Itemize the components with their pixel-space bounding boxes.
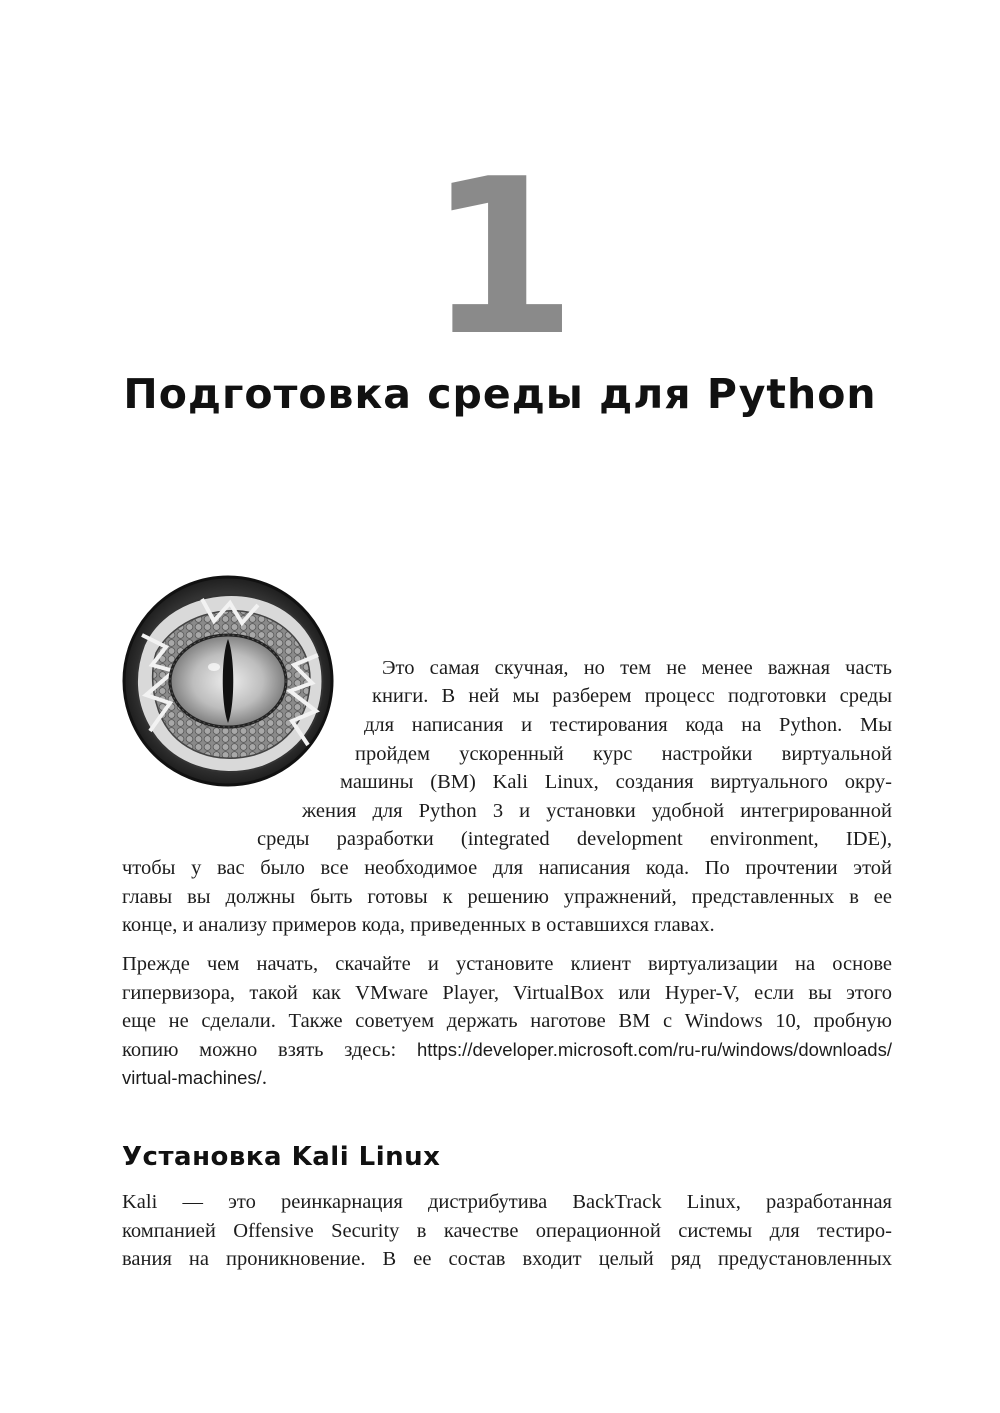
intro-line-5: машины (ВМ) Kali Linux, создания виртуального окру- [340,771,892,793]
p3-line-3: вания на проникновение. В ее состав входит целый ряд предустановленных [122,1248,892,1270]
intro-line-4: пройдем ускоренный курс настройки виртуальной [355,743,892,765]
intro-line-7: среды разработки (integrated development environment, IDE), [257,828,892,850]
intro-line-6: жения для Python 3 и установки удобной интегрированной [302,800,892,822]
p2-line-1: Прежде чем начать, скачайте и установите клиент виртуализации на основе [122,953,892,975]
p2-line-2: гипервизора, такой как VMware Player, VirtualBox или Hyper-V, если вы этого [122,981,892,1004]
p3-line-1: Kali — это реинкарнация дистрибутива BackTrack Linux, разработанная [122,1191,892,1213]
intro-line-1: Это самая скучная, но тем не менее важная часть [382,657,892,679]
p2-line-4 [122,1036,892,1065]
reptile-eye-icon [122,575,334,787]
windows-vm-link-continued[interactable]: virtual-machines/ [122,1067,262,1088]
chapter-number: 1 [427,132,573,383]
p2-line-5 [122,1064,892,1093]
chapter-title: Подготовка среды для Python [123,370,877,418]
intro-line-3: для написания и тестирования кода на Python. Мы [364,714,892,736]
virtualization-paragraph [122,950,892,1093]
windows-vm-link[interactable]: https://developer.microsoft.com/ru-ru/windows/downloads/ [416,1038,892,1060]
p2-line-4-text: копию можно взять здесь: [122,1038,417,1061]
p2-line-5-tail: . [261,1067,267,1089]
p2-line-3: еще не сделали. Также советуем держать наготове ВМ с Windows 10, пробную [122,1010,892,1032]
intro-line-9: главы вы должны быть готовы к решению упражнений, представленных в ее [122,885,892,908]
p3-line-2: компанией Offensive Security в качестве операционной системы для тестиро- [122,1219,892,1242]
intro-line-2: книги. В ней мы разберем процесс подготовки среды [372,685,892,707]
section-heading: Установка Kali Linux [122,1142,441,1172]
intro-line-8: чтобы у вас было все необходимое для написания кода. По прочтении этой [122,857,892,879]
kali-paragraph [122,1188,892,1274]
intro-tail [122,854,892,940]
intro-line-10: конце, и анализу примеров кода, приведенных в оставшихся главах. [122,914,715,936]
